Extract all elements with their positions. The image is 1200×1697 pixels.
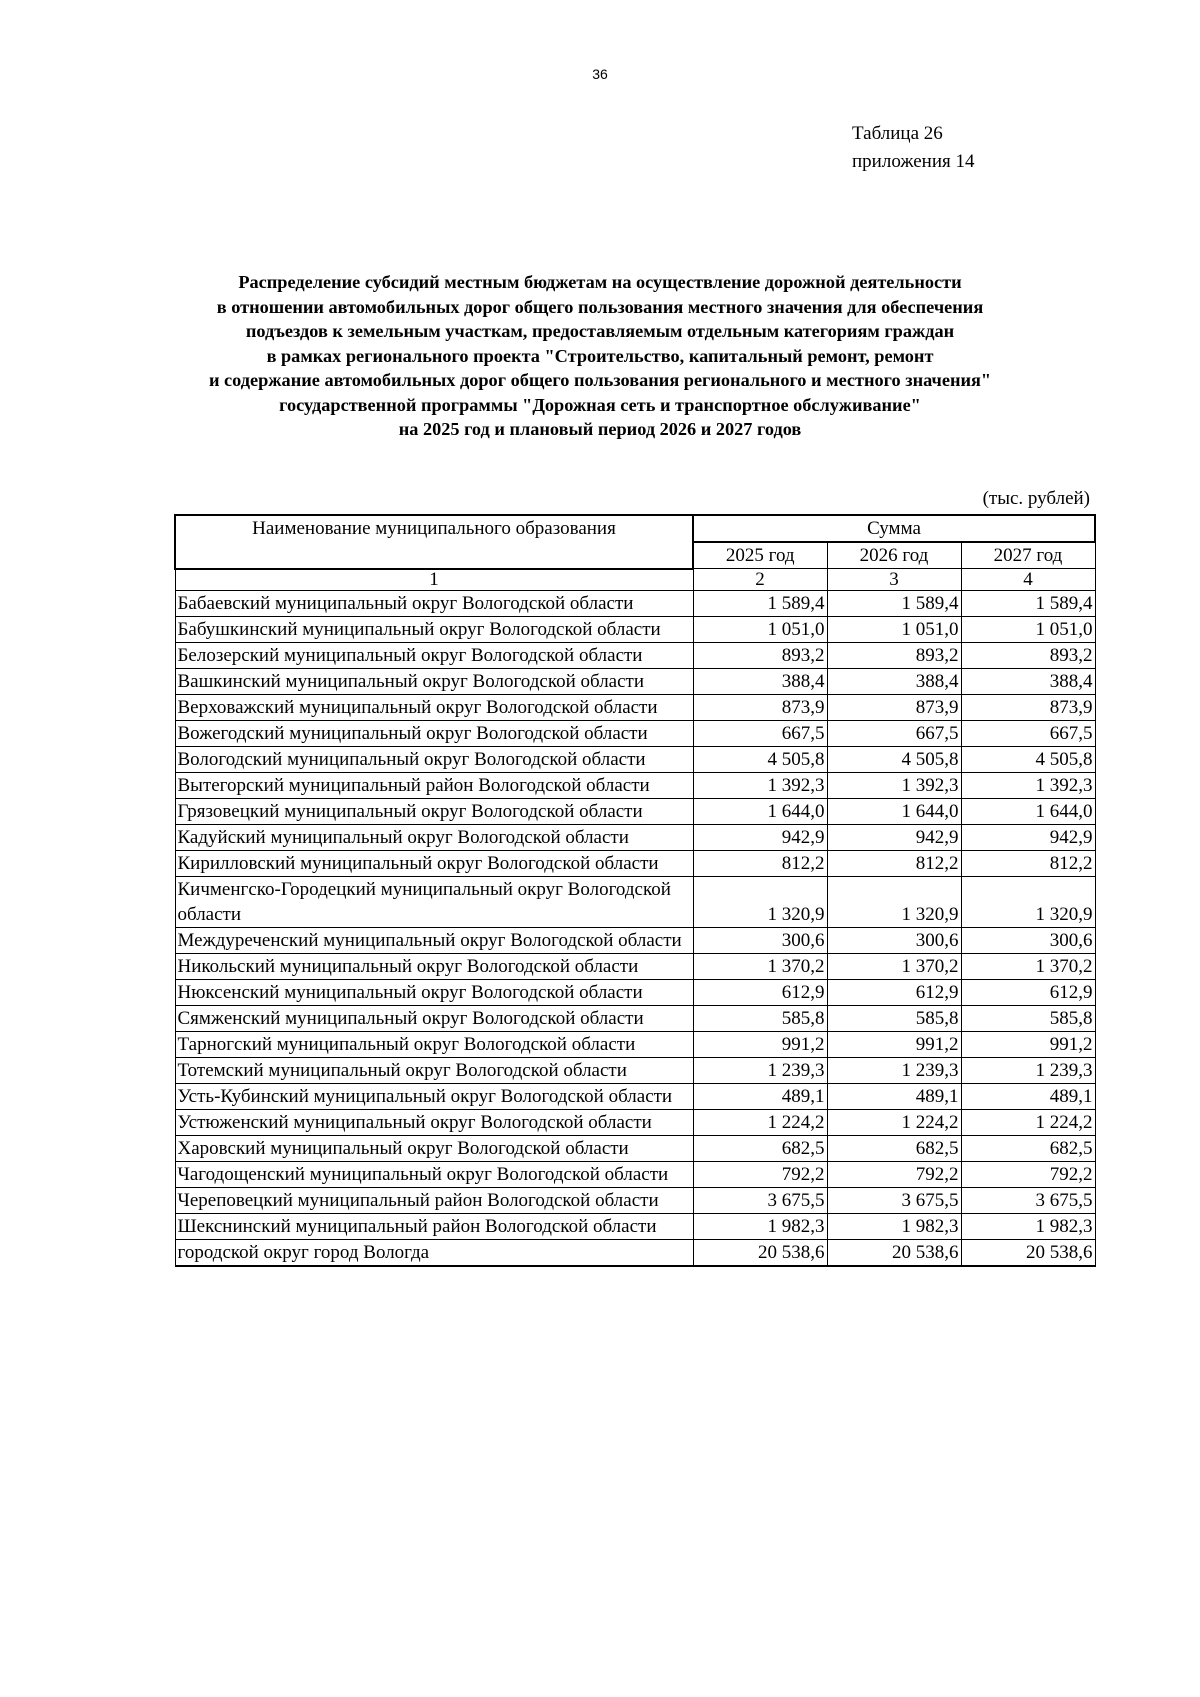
amount-2025: 1 239,3 xyxy=(693,1057,827,1083)
header-year-2027: 2027 год xyxy=(961,542,1095,569)
header-year-2025: 2025 год xyxy=(693,542,827,569)
title-line: на 2025 год и плановый период 2026 и 2027 годов xyxy=(398,419,802,439)
table-row xyxy=(175,824,1095,850)
amount-2025: 1 320,9 xyxy=(693,876,827,927)
amount-2026: 1 644,0 xyxy=(827,798,961,824)
amount-2027: 893,2 xyxy=(961,642,1095,668)
amount-2027: 388,4 xyxy=(961,668,1095,694)
amount-2025: 1 982,3 xyxy=(693,1213,827,1239)
table-reference xyxy=(852,120,974,176)
municipality-name: Никольский муниципальный округ Вологодской области xyxy=(175,953,693,979)
amount-2025: 612,9 xyxy=(693,979,827,1005)
amount-2025: 991,2 xyxy=(693,1031,827,1057)
amount-2026: 612,9 xyxy=(827,979,961,1005)
municipality-name: Грязовецкий муниципальный округ Вологодской области xyxy=(175,798,693,824)
amount-2026: 667,5 xyxy=(827,720,961,746)
title-line: в рамках регионального проекта "Строительство, капитальный ремонт, ремонт xyxy=(266,345,934,366)
amount-2025: 792,2 xyxy=(693,1161,827,1187)
amount-2027: 1 370,2 xyxy=(961,953,1095,979)
table-row xyxy=(175,1213,1095,1239)
municipality-name: городской округ город Вологда xyxy=(175,1239,693,1266)
amount-2026: 1 392,3 xyxy=(827,772,961,798)
municipality-name: Вытегорский муниципальный район Вологодской области xyxy=(175,772,693,798)
amount-2026: 812,2 xyxy=(827,850,961,876)
title-line: в отношении автомобильных дорог общего пользования местного значения для обеспечения xyxy=(216,296,984,317)
header-sum: Сумма xyxy=(693,515,1095,542)
column-index: 2 xyxy=(693,569,827,591)
amount-2027: 942,9 xyxy=(961,824,1095,850)
table-row xyxy=(175,1057,1095,1083)
page-number: 36 xyxy=(592,66,608,82)
amount-2026: 300,6 xyxy=(827,927,961,953)
municipality-name: Кирилловский муниципальный округ Вологодской области xyxy=(175,850,693,876)
table-row xyxy=(175,979,1095,1005)
header-year-2026: 2026 год xyxy=(827,542,961,569)
subsidy-table xyxy=(174,514,1096,1267)
table-row xyxy=(175,927,1095,953)
amount-2027: 300,6 xyxy=(961,927,1095,953)
table-row xyxy=(175,642,1095,668)
amount-2026: 4 505,8 xyxy=(827,746,961,772)
appendix-number: приложения 14 xyxy=(852,151,975,172)
table-row xyxy=(175,720,1095,746)
document-title xyxy=(150,270,1050,442)
amount-2027: 3 675,5 xyxy=(961,1187,1095,1213)
table-row xyxy=(175,1031,1095,1057)
amount-2027: 1 644,0 xyxy=(961,798,1095,824)
amount-2027: 1 320,9 xyxy=(961,876,1095,927)
municipality-name: Вашкинский муниципальный округ Вологодской области xyxy=(175,668,693,694)
table-row xyxy=(175,953,1095,979)
column-index: 1 xyxy=(175,569,693,591)
municipality-name: Череповецкий муниципальный район Вологодской области xyxy=(175,1187,693,1213)
municipality-name: Междуреченский муниципальный округ Вологодской области xyxy=(175,927,693,953)
amount-2026: 942,9 xyxy=(827,824,961,850)
amount-2027: 991,2 xyxy=(961,1031,1095,1057)
municipality-name: Чагодощенский муниципальный округ Вологодской области xyxy=(175,1161,693,1187)
table-row xyxy=(175,798,1095,824)
amount-2025: 300,6 xyxy=(693,927,827,953)
amount-2026: 682,5 xyxy=(827,1135,961,1161)
amount-2027: 612,9 xyxy=(961,979,1095,1005)
amount-2025: 3 675,5 xyxy=(693,1187,827,1213)
amount-2025: 585,8 xyxy=(693,1005,827,1031)
amount-2025: 489,1 xyxy=(693,1083,827,1109)
amount-2025: 388,4 xyxy=(693,668,827,694)
table-row xyxy=(175,1239,1095,1266)
municipality-name: Шекснинский муниципальный район Вологодской области xyxy=(175,1213,693,1239)
title-line: Распределение субсидий местным бюджетам на осуществление дорожной деятельности xyxy=(238,272,962,292)
amount-2026: 893,2 xyxy=(827,642,961,668)
amount-2025: 667,5 xyxy=(693,720,827,746)
amount-2025: 1 370,2 xyxy=(693,953,827,979)
amount-2025: 20 538,6 xyxy=(693,1239,827,1266)
amount-2025: 682,5 xyxy=(693,1135,827,1161)
amount-2027: 1 051,0 xyxy=(961,616,1095,642)
municipality-name: Нюксенский муниципальный округ Вологодской области xyxy=(175,979,693,1005)
amount-2025: 1 589,4 xyxy=(693,590,827,616)
amount-2026: 20 538,6 xyxy=(827,1239,961,1266)
municipality-name: Верховажский муниципальный округ Вологодской области xyxy=(175,694,693,720)
amount-2026: 3 675,5 xyxy=(827,1187,961,1213)
amount-2027: 682,5 xyxy=(961,1135,1095,1161)
table-row xyxy=(175,1005,1095,1031)
table-row xyxy=(175,1083,1095,1109)
amount-2026: 991,2 xyxy=(827,1031,961,1057)
title-line: государственной программы "Дорожная сеть и транспортное обслуживание" xyxy=(279,394,921,415)
amount-2027: 792,2 xyxy=(961,1161,1095,1187)
table-row xyxy=(175,1135,1095,1161)
amount-2025: 1 392,3 xyxy=(693,772,827,798)
table-row xyxy=(175,772,1095,798)
amount-2027: 873,9 xyxy=(961,694,1095,720)
municipality-name: Тотемский муниципальный округ Вологодской области xyxy=(175,1057,693,1083)
municipality-name: Сямженский муниципальный округ Вологодской области xyxy=(175,1005,693,1031)
amount-2025: 1 051,0 xyxy=(693,616,827,642)
table-row xyxy=(175,1161,1095,1187)
municipality-name: Вожегодский муниципальный округ Вологодской области xyxy=(175,720,693,746)
table-row xyxy=(175,876,1095,927)
table-row xyxy=(175,1109,1095,1135)
amount-2025: 1 644,0 xyxy=(693,798,827,824)
amount-2025: 942,9 xyxy=(693,824,827,850)
amount-2027: 812,2 xyxy=(961,850,1095,876)
municipality-name: Бабушкинский муниципальный округ Вологодской области xyxy=(175,616,693,642)
amount-2027: 1 392,3 xyxy=(961,772,1095,798)
title-line: подъездов к земельным участкам, предоставляемым отдельным категориям граждан xyxy=(245,321,955,341)
table-row xyxy=(175,1187,1095,1213)
municipality-name: Усть-Кубинский муниципальный округ Вологодской области xyxy=(175,1083,693,1109)
amount-2026: 1 320,9 xyxy=(827,876,961,927)
amount-2027: 4 505,8 xyxy=(961,746,1095,772)
table-row xyxy=(175,668,1095,694)
amount-2027: 20 538,6 xyxy=(961,1239,1095,1266)
amount-2026: 388,4 xyxy=(827,668,961,694)
header-name: Наименование муниципального образования xyxy=(175,515,693,569)
municipality-name: Бабаевский муниципальный округ Вологодской области xyxy=(175,590,693,616)
municipality-name: Кичменгско-Городецкий муниципальный округ Вологодской области xyxy=(175,876,693,927)
municipality-name: Вологодский муниципальный округ Вологодской области xyxy=(175,746,693,772)
units-label: (тыс. рублей) xyxy=(982,488,1090,509)
table-row xyxy=(175,590,1095,616)
amount-2027: 1 982,3 xyxy=(961,1213,1095,1239)
amount-2027: 1 589,4 xyxy=(961,590,1095,616)
table-row xyxy=(175,746,1095,772)
municipality-name: Кадуйский муниципальный округ Вологодской области xyxy=(175,824,693,850)
amount-2026: 1 239,3 xyxy=(827,1057,961,1083)
amount-2027: 667,5 xyxy=(961,720,1095,746)
column-index: 4 xyxy=(961,569,1095,591)
municipality-name: Белозерский муниципальный округ Вологодской области xyxy=(175,642,693,668)
municipality-name: Харовский муниципальный округ Вологодской области xyxy=(175,1135,693,1161)
amount-2026: 873,9 xyxy=(827,694,961,720)
table-row xyxy=(175,694,1095,720)
municipality-name: Устюженский муниципальный округ Вологодской области xyxy=(175,1109,693,1135)
amount-2027: 1 224,2 xyxy=(961,1109,1095,1135)
amount-2026: 585,8 xyxy=(827,1005,961,1031)
amount-2025: 812,2 xyxy=(693,850,827,876)
table-row xyxy=(175,850,1095,876)
amount-2027: 1 239,3 xyxy=(961,1057,1095,1083)
amount-2027: 585,8 xyxy=(961,1005,1095,1031)
municipality-name: Тарногский муниципальный округ Вологодской области xyxy=(175,1031,693,1057)
amount-2026: 1 224,2 xyxy=(827,1109,961,1135)
amount-2026: 792,2 xyxy=(827,1161,961,1187)
amount-2025: 1 224,2 xyxy=(693,1109,827,1135)
amount-2026: 1 982,3 xyxy=(827,1213,961,1239)
amount-2026: 1 051,0 xyxy=(827,616,961,642)
amount-2026: 1 370,2 xyxy=(827,953,961,979)
amount-2025: 4 505,8 xyxy=(693,746,827,772)
amount-2025: 873,9 xyxy=(693,694,827,720)
title-line: и содержание автомобильных дорог общего пользования регионального и местного значения" xyxy=(208,370,992,390)
amount-2026: 1 589,4 xyxy=(827,590,961,616)
table-row xyxy=(175,616,1095,642)
amount-2027: 489,1 xyxy=(961,1083,1095,1109)
amount-2025: 893,2 xyxy=(693,642,827,668)
table-number: Таблица 26 xyxy=(852,123,943,144)
column-index: 3 xyxy=(827,569,961,591)
amount-2026: 489,1 xyxy=(827,1083,961,1109)
